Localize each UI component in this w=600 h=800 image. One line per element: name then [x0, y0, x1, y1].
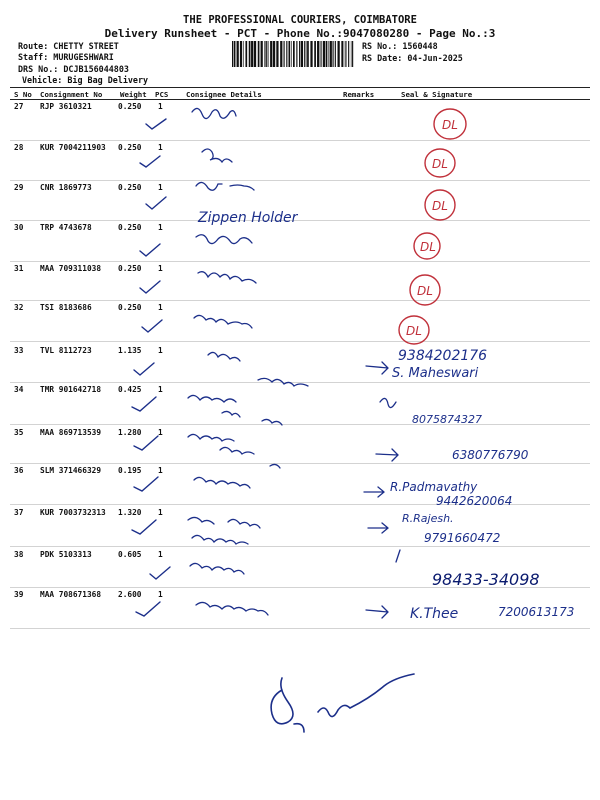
row-pcs: 1: [158, 590, 163, 599]
header-rule-bottom: [10, 99, 590, 100]
check-mark-icon: [146, 197, 166, 209]
row39-signature-hw: K.Thee: [410, 606, 459, 622]
row-divider: [10, 424, 590, 425]
row29-consignee-hw: Zippen Holder: [198, 210, 298, 226]
row-weight: 2.600: [118, 590, 142, 599]
drs-label: DRS No.: DCJB156044803: [18, 64, 129, 74]
row35-phone-hw: 6380776790: [452, 448, 529, 462]
row-divider: [10, 463, 590, 464]
row-consignment: TSI 8183686: [40, 303, 92, 312]
check-mark-icon: [140, 156, 160, 167]
delivered-stamp-icon: [414, 233, 440, 259]
header-rule-top: [10, 87, 590, 88]
row-divider: [10, 140, 590, 141]
row-weight: 0.605: [118, 550, 142, 559]
row-pcs: 1: [158, 303, 163, 312]
row-sno: 38: [14, 550, 24, 559]
row-pcs: 1: [158, 550, 163, 559]
stamp-text: DL: [432, 157, 448, 171]
row-sno: 30: [14, 223, 24, 232]
check-mark-icon: [140, 244, 160, 256]
row-pcs: 1: [158, 346, 163, 355]
row-pcs: 1: [158, 183, 163, 192]
row-divider: [10, 341, 590, 342]
row34-phone-hw: 8075874327: [412, 413, 482, 426]
col-seal: Seal & Signature: [401, 90, 473, 99]
row-sno: 27: [14, 102, 24, 111]
row-weight: 0.195: [118, 466, 142, 475]
row-sno: 34: [14, 385, 24, 394]
arrow-icon: [368, 523, 388, 533]
check-mark-icon: [140, 281, 160, 293]
row-pcs: 1: [158, 466, 163, 475]
rs-date: RS Date: 04-Jun-2025: [362, 53, 463, 63]
row-pcs: 1: [158, 102, 163, 111]
row-pcs: 1: [158, 264, 163, 273]
row-consignment: RJP 3610321: [40, 102, 92, 111]
row-consignment: KUR 7003732313: [40, 508, 106, 517]
col-weight: Weight: [120, 90, 147, 99]
row-sno: 29: [14, 183, 24, 192]
row-consignment: MAA 869713539: [40, 428, 102, 437]
row-consignment: MAA 709311038: [40, 264, 102, 273]
row36-phone-hw: 9442620064: [436, 494, 513, 508]
row36-signature-hw: R.Padmavathy: [390, 480, 478, 494]
row-weight: 0.250: [118, 183, 142, 192]
vehicle-label: Vehicle: Big Bag Delivery: [22, 75, 149, 85]
col-sno: S No: [14, 90, 32, 99]
row-weight: 0.425: [118, 385, 142, 394]
rs-number: RS No.: 1560448: [362, 41, 438, 51]
staff-signature: [271, 674, 414, 732]
row-pcs: 1: [158, 428, 163, 437]
row-divider: [10, 382, 590, 383]
row-weight: 0.250: [118, 143, 142, 152]
row-sno: 35: [14, 428, 24, 437]
row-pcs: 1: [158, 223, 163, 232]
row-sno: 33: [14, 346, 24, 355]
row-divider: [10, 180, 590, 181]
row-consignment: TRP 4743678: [40, 223, 92, 232]
runsheet-subtitle: Delivery Runsheet - PCT - Phone No.:9047080280 - Page No.:3: [104, 27, 496, 40]
delivered-stamp-icon: [399, 316, 429, 344]
check-mark-icon: [132, 520, 156, 534]
stamp-text: DL: [420, 240, 436, 254]
row-consignment: PDK 5103313: [40, 550, 92, 559]
row-weight: 1.135: [118, 346, 142, 355]
check-mark-icon: [136, 602, 160, 616]
route-label: Route: CHETTY STREET: [18, 41, 119, 51]
row-sno: 37: [14, 508, 24, 517]
row-divider: [10, 261, 590, 262]
row-divider: [10, 220, 590, 221]
row-pcs: 1: [158, 508, 163, 517]
arrow-icon: [366, 606, 388, 618]
row-consignment: MAA 708671368: [40, 590, 102, 599]
row-consignment: CNR 1869773: [40, 183, 92, 192]
row-weight: 1.280: [118, 428, 142, 437]
row33-signature-hw: S. Maheswari: [392, 366, 479, 381]
stamp-text: DL: [442, 118, 458, 132]
col-consignee: Consignee Details: [186, 90, 262, 99]
stamp-text: DL: [406, 324, 422, 338]
row38-phone-hw: 98433-34098: [432, 570, 540, 589]
row-divider: [10, 300, 590, 301]
row33-phone-hw: 9384202176: [398, 348, 488, 364]
row-sno: 28: [14, 143, 24, 152]
row-consignment: TVL 8112723: [40, 346, 92, 355]
check-mark-icon: [146, 119, 166, 129]
row-consignment: SLM 371466329: [40, 466, 102, 475]
company-title: THE PROFESSIONAL COURIERS, COIMBATORE: [183, 14, 417, 26]
row-weight: 0.250: [118, 223, 142, 232]
check-mark-icon: [142, 320, 162, 332]
check-mark-icon: [132, 397, 156, 411]
col-remarks: Remarks: [343, 90, 375, 99]
check-mark-icon: [150, 567, 170, 579]
col-pcs: PCS: [155, 90, 169, 99]
arrow-icon: [376, 449, 398, 461]
row-weight: 0.250: [118, 264, 142, 273]
check-mark-icon: [134, 477, 158, 491]
delivered-stamp-icon: [434, 109, 466, 139]
arrow-icon: [366, 362, 388, 374]
row-consignment: TMR 901642718: [40, 385, 102, 394]
row-divider: [10, 504, 590, 505]
row-pcs: 1: [158, 385, 163, 394]
arrow-icon: [364, 487, 384, 497]
barcode: [232, 41, 354, 67]
row37-signature-hw: R.Rajesh.: [402, 512, 454, 525]
delivered-stamp-icon: [425, 149, 455, 177]
check-mark-icon: [134, 436, 158, 450]
row-divider: [10, 546, 590, 547]
row-divider: [10, 587, 590, 588]
row-sno: 31: [14, 264, 24, 273]
col-consignment: Consignment No: [40, 90, 103, 99]
delivered-stamp-icon: [425, 190, 455, 220]
stamp-text: DL: [432, 199, 448, 213]
row-consignment: KUR 7004211903: [40, 143, 106, 152]
stamp-text: DL: [417, 284, 433, 298]
row-sno: 36: [14, 466, 24, 475]
row37-phone-hw: 9791660472: [424, 531, 501, 545]
row39-phone-hw: 7200613173: [498, 605, 575, 619]
row-sno: 32: [14, 303, 24, 312]
row-divider: [10, 628, 590, 629]
check-mark-icon: [134, 363, 154, 375]
row-sno: 39: [14, 590, 24, 599]
row-weight: 1.320: [118, 508, 142, 517]
row-weight: 0.250: [118, 102, 142, 111]
row-weight: 0.250: [118, 303, 142, 312]
row-pcs: 1: [158, 143, 163, 152]
staff-label: Staff: MURUGESHWARI: [18, 52, 114, 62]
